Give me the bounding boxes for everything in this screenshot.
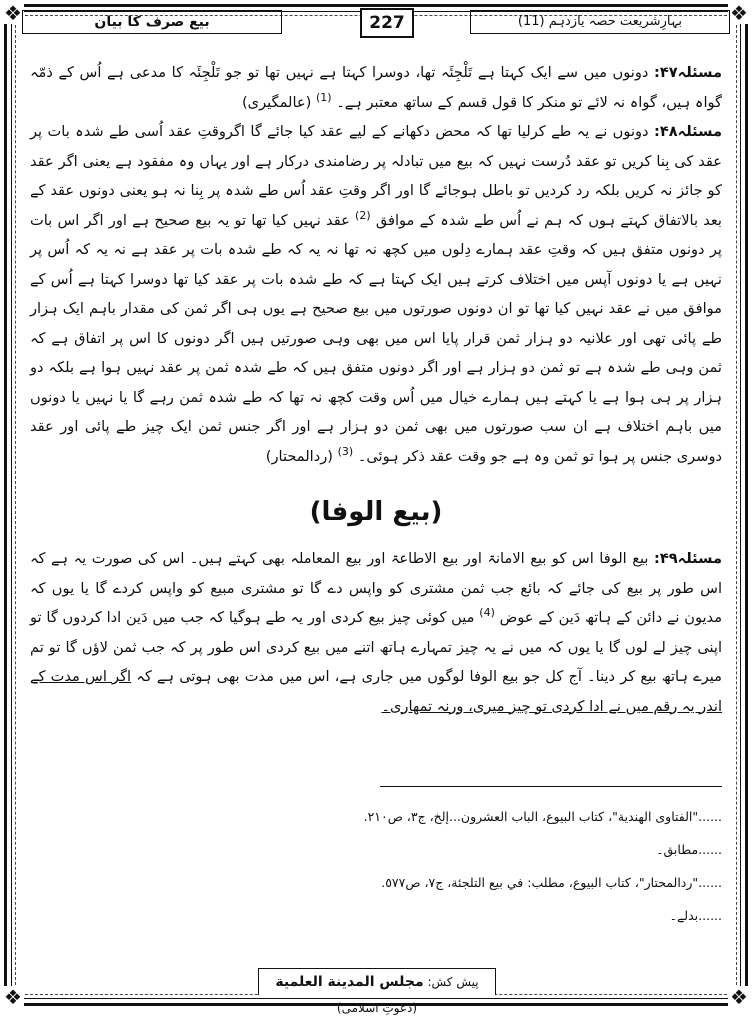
masala-label: مسئلہ۴۷: (653, 64, 723, 81)
masala-text-continued: میں کوئی چیز بیع کردی اور یہ طے ہوگیا کہ جب میں دَین ادا کردوں گا تو اپنی چیز لے لوں گا یا یوں کہ میں نے یہ چیز تمہارے ہاتھ اتنے میں بیع کردی اس طور پر کہ جب ثمن لاؤں گا تو تم میرے ہاتھ بیع کر دینا۔ آج کل جو بیع الوفا لوگوں میں جاری ہے، اس میں مدت بھی ہوتی ہے کہ (30, 609, 722, 685)
footnote-ref: (3) (337, 444, 354, 458)
footer-prefix: پیش کش: (427, 975, 479, 989)
footnote-ref: (1) (315, 90, 332, 104)
masala-label: مسئلہ۴۹: (653, 550, 722, 567)
masala-label: مسئلہ۴۸: (653, 123, 722, 140)
source-citation: (ردالمحتار) (265, 447, 333, 465)
footnote-1: ......"الفتاوی الهندية"، كتاب البيوع، الباب العشرون...إلخ، ج٣، ص٢١٠. (363, 809, 722, 824)
source-citation: (عالمگیری) (241, 93, 312, 111)
masala-text: دونوں نے یہ طے کرلیا تھا کہ محض دکھانے کے لیے عقد کیا جائے گا اگروقتِ عقد اُسی طے شدہ بات پر عقد کی بِنا کریں تو عقد دُرست نہیں کہ بیع میں تبادلہ پر رضامندی درکار ہے اور یہاں وہ مفقود ہے یعنی اگر عقد کو جائز نہ کریں بلکہ رد کردیں تو باطل ہوجائے گا اور اگر وقتِ عقد اُس طے شدہ پر بِنا نہ ہو یعنی دونوں عقد کے بعد بالاتفاق کہتے ہوں کہ ہم نے اُس طے شدہ کے موافق (30, 123, 722, 229)
footnote-ref: (4) (479, 606, 495, 620)
page-footer (258, 968, 496, 1015)
masala-48 (30, 117, 722, 471)
masala-47 (30, 58, 722, 117)
masala-text-continued: عقد نہیں کیا تھا تو یہ بیع صحیح ہے اور اگر اس بات پر دونوں متفق ہیں کہ وقتِ عقد ہمارے دِلوں میں کچھ نہ تھا نہ یہ کہ طے شدہ بات پر عقد ہے نہ یہ کہ اُس پر نہیں ہے یا دونوں آپس میں اختلاف کرتے ہیں ایک کہتا ہے کہ طے شدہ بات پر عقد کیا تھا دوسرا کہتا ہے اُس کے موافق میں نے عقد نہیں کیا تھا تو ان دونوں صورتوں میں بیع صحیح ہے یوں ہی اگر ثمن کی مقدار باہم ایک ہزار طے پائی تھی اور علانیہ دو ہزار ثمن قرار پایا اس میں بھی وہی صورتیں ہیں اگر دونوں کا اس پر اتفاق ہے کہ ثمن وہی طے شدہ ہے تو ثمن دو ہزار ہے اور اگر دونوں متفق ہیں کہ طے شدہ ثمن پر عقد نہیں ہوا ہے بلکہ دو ہزار پر ہی ہوا ہے یا کہتے ہیں ہمارے خیال میں اُس وقت کچھ نہ تھا کہ طے شدہ ثمن رہے گا یا نہیں یا دونوں میں باہم اختلاف ہے ان سب صورتوں میں بھی ثمن دو ہزار ہے اور اگر جنس ثمن ایک چیز طے پائی اور عقد دوسری جنس پر ہوا تو ثمن وہ ہے جو وقت عقد ذکر ہوئی۔ (30, 211, 722, 465)
corner-ornament-icon: ❖ (2, 986, 24, 1008)
masala-text: دونوں میں سے ایک کہتا ہے تَلْجِئَہ تھا، دوسرا کہتا ہے نہیں تھا تو جو تَلْجِئَہ کا مدعی ہے اُس کے ذمّہ گواہ ہیں، گواہ نہ لائے تو منکر کا قول قسم کے ساتھ معتبر ہے۔ (30, 64, 722, 111)
footnote-4: ......بدلے۔ (669, 908, 722, 923)
corner-ornament-icon: ❖ (2, 2, 24, 24)
footer-org: مجلس المدينة العلمية (275, 974, 424, 990)
footnote-2: ......مطابق۔ (656, 842, 722, 857)
footnotes (30, 800, 722, 932)
page-body (30, 58, 722, 721)
corner-ornament-icon: ❖ (728, 986, 750, 1008)
underlined-text: اگر اس مدت کے اندر یہ رقم میں نے ادا کردی تو چیز میری، ورنہ تمھاری۔ (30, 668, 722, 715)
chapter-title: بیع صرف کا بیان (22, 10, 282, 34)
masala-text: بیع الوفا اس کو بیع الامانۃ اور بیع الاطاعۃ اور بیع المعاملہ بھی کہتے ہیں۔ اس کی صورت یہ ہے کہ اس طور پر بیع کی جائے کہ بائع جب ثمن مشتری کو واپس دے گا تو مشتری مبیع کو واپس کردے گا یا یوں کہ مدیون نے دائن کے ہاتھ دَین کے عوض (30, 550, 723, 626)
corner-ornament-icon: ❖ (728, 2, 750, 24)
book-title: بہارِشریعت حصہ یازدہم (11) (470, 10, 730, 34)
section-heading: (بیع الوفا) (309, 497, 443, 527)
masala-49 (30, 544, 722, 721)
footnote-3: ......"ردالمحتار"، كتاب البيوع، مطلب: في بيع التلجئة، ج٧، ص٥٧٧. (381, 875, 722, 890)
footer-suffix: (دعوتِ اسلامی) (336, 1001, 418, 1015)
page-number: 227 (360, 8, 414, 38)
footnote-divider (380, 786, 722, 787)
footnote-ref: (2) (355, 208, 371, 222)
page-header (22, 10, 730, 36)
